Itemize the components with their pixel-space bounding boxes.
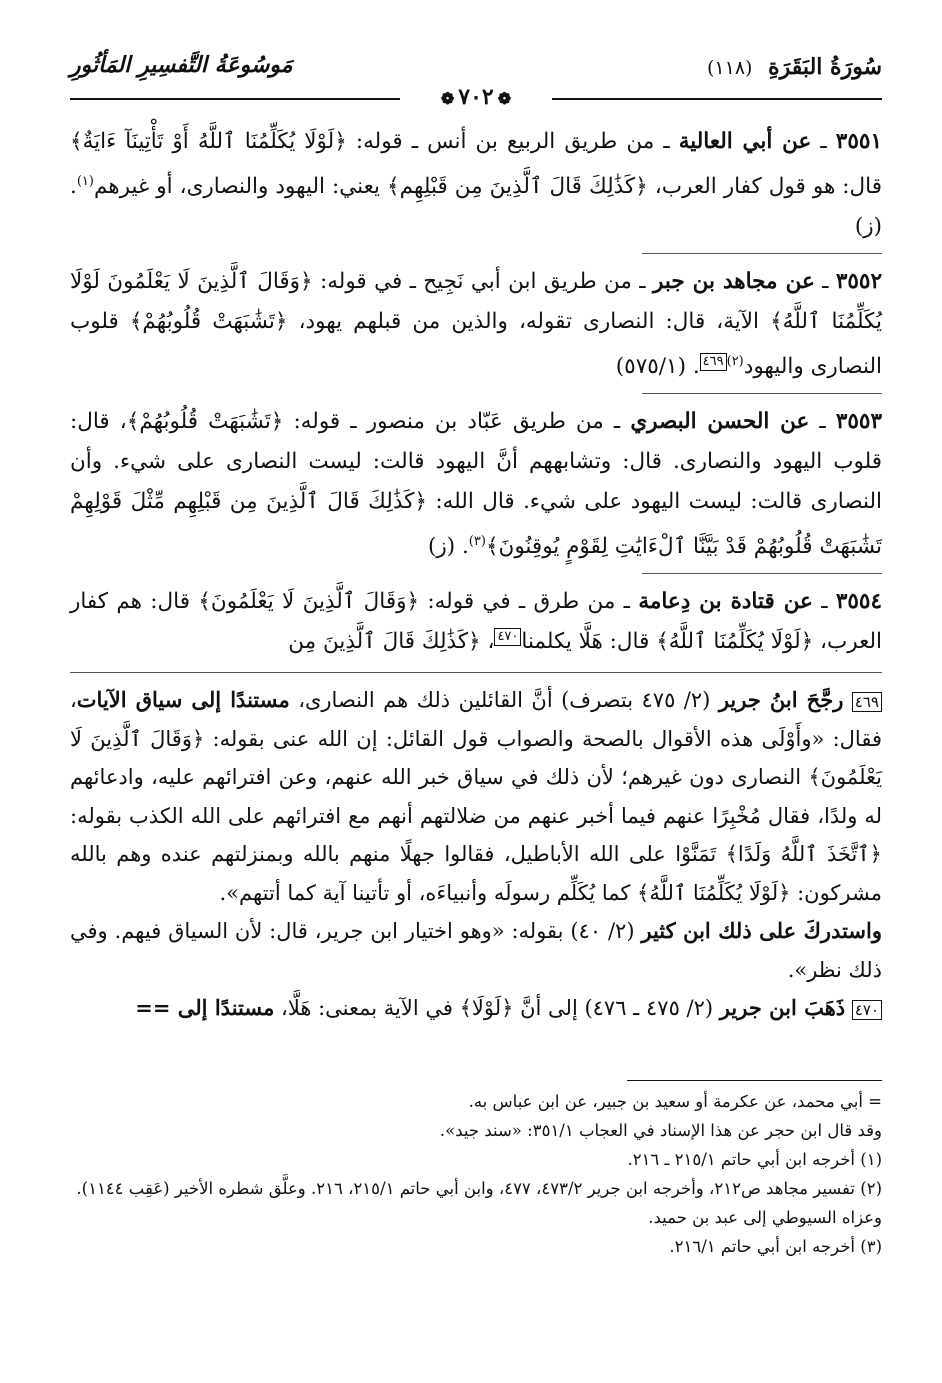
- footnote-ref[interactable]: (٣): [468, 534, 486, 550]
- narration-number: ٣٥٥٤: [835, 589, 883, 615]
- commentary-note: ٤٦٩ رجَّحَ ابنُ جرير (٢/ ٤٧٥ بتصرف) أنَّ القائلين ذلك هم النصارى، مستندًا إلى سياق الآيات، فقال: «وأَوْلَى هذه الأقوال بالصحة والصواب قول القائل: إن الله عنى بقوله: ﴿وَقَالَ ٱلَّذِينَ لَا يَعْلَمُونَ﴾ النصارى دون غيرهم؛ لأن ذلك في سياق خبر الله عنهم، وعن افترائهم عليه، وادعائهم له ولدًا، فقال مُخْبِرًا عنهم فيما أخبر عنهم من ضلالتهم أنهم مع افترائهم على الله الكذب بقوله: ﴿ٱتَّخَذَ ٱللَّهُ وَلَدًا﴾ تَمَنَّوْا على الله الأباطيل، فقالوا جهلًا منهم بالله وبمنزلتهم عنده وهم بالله مشركون: ﴿لَوْلَا يُكَلِّمُنَا ٱللَّهُ﴾ كما يُكَلِّم رسولَه وأنبياءَه، أو تأتينا آية كما أتتهم».: [70, 687, 882, 905]
- ornament-icon: ❁: [497, 89, 512, 108]
- chapter-number: (١١٨): [707, 57, 753, 79]
- narration-source: عن مجاهد بن جبر: [652, 269, 815, 295]
- book-title: مَوسُوعَةُ التَّفسِيرِ المَأثُورِ: [70, 52, 293, 78]
- commentary-mark[interactable]: ٤٦٩: [700, 353, 727, 371]
- main-text: [70, 122, 882, 662]
- footnote-ref[interactable]: (١): [76, 174, 94, 189]
- commentary-note: واستدركَ على ذلك ابن كثير (٢/ ٤٠) بقوله: «وهو اختيار ابن جرير، قال: لأن السياق فيهم. وفي ذلك نظر».: [70, 918, 882, 982]
- ornament-icon: ❁: [440, 89, 455, 108]
- page: [70, 38, 882, 1261]
- narration-source: عن الحسن البصري: [630, 409, 810, 435]
- commentary-lead: واستدركَ على ذلك ابن كثير: [641, 918, 882, 944]
- narration-source: عن قتادة بن دِعامة: [638, 589, 813, 615]
- entry-separator: [642, 573, 882, 574]
- commentary-separator: [70, 672, 882, 673]
- footnote-separator: [627, 1080, 882, 1081]
- commentary-note: ٤٧٠ ذَهَبَ ابن جرير (٢/ ٤٧٥ ـ ٤٧٦) إلى أنَّ ﴿لَوْلَا﴾ في الآية بمعنى: هَلَّا، مستندًا إلى ==: [70, 989, 882, 1028]
- commentary-lead: ذَهَبَ ابن جرير: [719, 995, 846, 1021]
- commentary-mark: ٤٧٠: [852, 1000, 882, 1020]
- narration-entry: ٣٥٥٤ ـ عن قتادة بن دِعامة ـ من طرق ـ في قوله: ﴿وَقَالَ ٱلَّذِينَ لَا يَعْلَمُونَ﴾ قال: هم كفار العرب، ﴿لَوْلَا يُكَلِّمُنَا ٱللَّهُ﴾ قال: هَلَّا يكلمنا٤٧٠، ﴿كَذَٰلِكَ قَالَ ٱلَّذِينَ مِن: [70, 589, 883, 655]
- footnote: = أبي محمد، عن عكرمة أو سعيد بن جبير، عن ابن عباس به.: [468, 1091, 882, 1111]
- commentary-mark[interactable]: ٤٧٠: [494, 628, 521, 646]
- narration-number: ٣٥٥٢: [835, 269, 883, 295]
- narration-text: ـ من طريق عَبّاد بن منصور ـ قوله: ﴿تَشَٰبَهَتْ قُلُوبُهُمْ﴾، قال: قلوب اليهود والنصارى. قال: وتشابههم أنَّ اليهود قالت: ليست النصارى على شيء. وأن النصارى قالت: ليست اليهود على شيء. قال الله: ﴿كَذَٰلِكَ قَالَ ٱلَّذِينَ مِن قَبْلِهِم مِّثْلَ قَوْلِهِمْ تَشَٰبَهَتْ قُلُوبُهُمْ قَدْ بَيَّنَّا ٱلْءَايَٰتِ لِقَوْمٍ يُوقِنُونَ﴾: [70, 409, 882, 560]
- commentary-mark: ٤٦٩: [852, 692, 882, 712]
- footnote: وقد قال ابن حجر عن هذا الإسناد في العجاب ٣٥١/١: «سند جيد».: [439, 1120, 882, 1140]
- narration-entry: ٣٥٥١ ـ عن أبي العالية ـ من طريق الربيع بن أنس ـ قوله: ﴿لَوْلَا يُكَلِّمُنَا ٱللَّهُ أَوْ تَأْتِينَآ ءَايَةٌ﴾ قال: هو قول كفار العرب، ﴿كَذَٰلِكَ قَالَ ٱلَّذِينَ مِن قَبْلِهِم﴾ يعني: اليهود والنصارى، أو غيرهم$^{(١)}$. (ز): [70, 129, 882, 240]
- footnote: (٢) تفسير مجاهد ص٢١٢، وأخرجه ابن جرير ٤٧٣/٢، ٤٧٧، وابن أبي حاتم ٢١٥/١، ٢١٦. وعلَّق شطره الأخير (عَقِب ١١٤٤). وعزاه السيوطي إلى عبد بن حميد.: [76, 1178, 882, 1227]
- entry-separator: [642, 393, 882, 394]
- commentary-lead: رجَّحَ ابنُ جرير: [718, 687, 844, 713]
- entry-separator: [642, 253, 882, 254]
- narration-text: ـ من طريق الربيع بن أنس ـ قوله: ﴿لَوْلَا يُكَلِّمُنَا ٱللَّهُ أَوْ تَأْتِينَآ ءَايَةٌ﴾ قال: هو قول كفار العرب، ﴿كَذَٰلِكَ قَالَ ٱلَّذِينَ مِن قَبْلِهِم﴾ يعني: اليهود والنصارى، أو غيرهم: [70, 129, 882, 200]
- footnotes: [70, 1087, 882, 1261]
- footnote: (٣) أخرجه ابن أبي حاتم ٢١٦/١.: [669, 1236, 882, 1256]
- surah-title: سُورَةُ البَقَرَةِ (١١٨): [707, 54, 882, 80]
- footnote-ref[interactable]: (٢): [726, 354, 744, 370]
- narration-entry: ٣٥٥٢ ـ عن مجاهد بن جبر ـ من طريق ابن أبي نَجِيح ـ في قوله: ﴿وَقَالَ ٱلَّذِينَ لَا يَعْلَمُونَ لَوْلَا يُكَلِّمُنَا ٱللَّهُ﴾ الآية، قال: النصارى تقوله، والذين من قبلهم يهود، ﴿تَشَٰبَهَتْ قُلُوبُهُمْ﴾ قلوب النصارى واليهود$^{(٢)}$٤٦٩. (٥٧٥/١): [70, 269, 883, 380]
- footnote: (١) أخرجه ابن أبي حاتم ٢١٥/١ ـ ٢١٦.: [627, 1149, 882, 1169]
- page-number: ❁٧٠٢❁: [440, 84, 512, 110]
- narration-number: ٣٥٥١: [835, 129, 882, 154]
- narration-text: ـ من طريق ابن أبي نَجِيح ـ في قوله: ﴿وَقَالَ ٱلَّذِينَ لَا يَعْلَمُونَ لَوْلَا يُكَلِّمُنَا ٱللَّهُ﴾ الآية، قال: النصارى تقوله، والذين من قبلهم يهود، ﴿تَشَٰبَهَتْ قُلُوبُهُمْ﴾ قلوب النصارى واليهود: [70, 269, 882, 380]
- narration-entry: ٣٥٥٣ ـ عن الحسن البصري ـ من طريق عَبّاد بن منصور ـ قوله: ﴿تَشَٰبَهَتْ قُلُوبُهُمْ﴾، قال: قلوب اليهود والنصارى. قال: وتشابههم أنَّ اليهود قالت: ليست النصارى على شيء. وأن النصارى قالت: ليست اليهود على شيء. قال الله: ﴿كَذَٰلِكَ قَالَ ٱلَّذِينَ مِن قَبْلِهِم مِّثْلَ قَوْلِهِمْ تَشَٰبَهَتْ قُلُوبُهُمْ قَدْ بَيَّنَّا ٱلْءَايَٰتِ لِقَوْمٍ يُوقِنُونَ﴾$^{(٣)}$. (ز): [70, 409, 883, 560]
- narration-source: عن أبي العالية: [678, 129, 812, 154]
- commentary-section: [70, 681, 882, 1028]
- narration-number: ٣٥٥٣: [835, 409, 883, 435]
- narration-text: ـ من طرق ـ في قوله: ﴿وَقَالَ ٱلَّذِينَ لَا يَعْلَمُونَ﴾ قال: هم كفار العرب، ﴿لَوْلَا يُكَلِّمُنَا ٱللَّهُ﴾ قال: هَلَّا يكلمنا: [70, 589, 882, 655]
- page-header: [70, 38, 882, 110]
